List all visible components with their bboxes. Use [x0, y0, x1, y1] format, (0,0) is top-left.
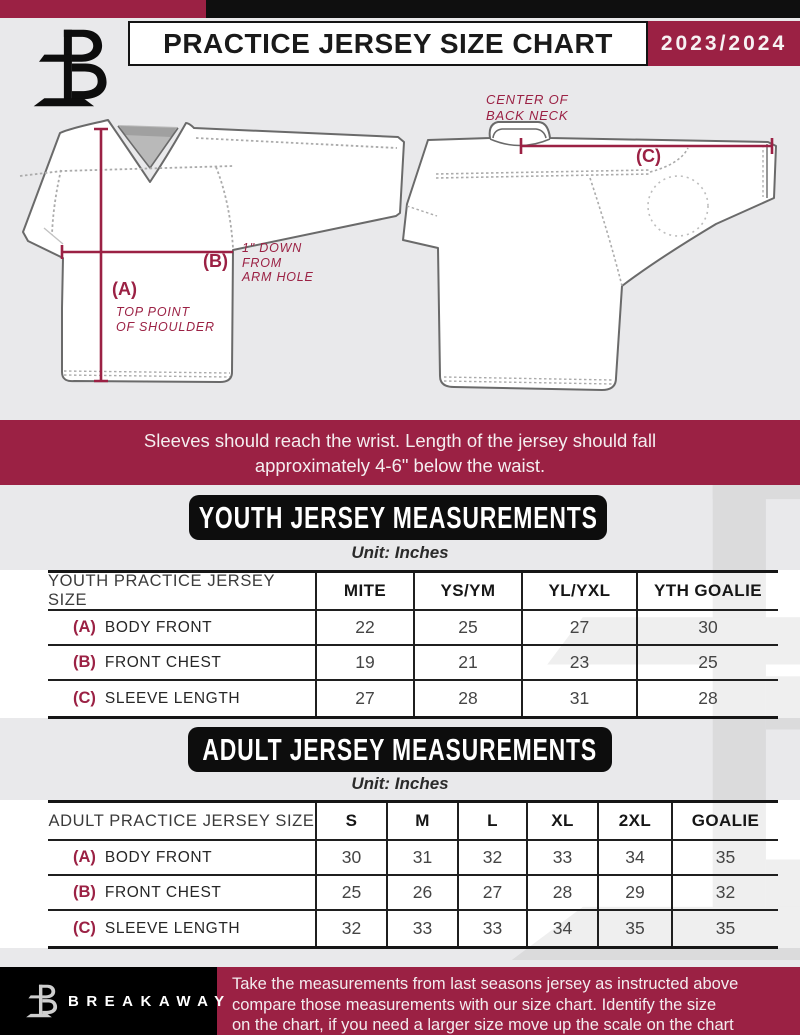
adult-col-header: XL — [526, 803, 597, 841]
youth-cell: 22 — [315, 611, 413, 646]
youth-row-label: (C) SLEEVE LENGTH — [73, 689, 241, 707]
adult-col-header: S — [315, 803, 386, 841]
season-badge — [648, 21, 800, 66]
footer-line-2: compare those measurements with our size chart. Identify the size — [232, 995, 717, 1014]
youth-col-header: YS/YM — [413, 573, 521, 611]
measure-b-marker: (B) — [203, 251, 228, 271]
adult-row-label: (A) BODY FRONT — [48, 841, 315, 876]
adult-cell: 34 — [526, 911, 597, 946]
back-jersey-diagram — [398, 88, 790, 400]
youth-unit-label: Unit: Inches — [351, 543, 449, 562]
adult-cell: 34 — [597, 841, 671, 876]
adult-cell: 33 — [386, 911, 457, 946]
youth-row-label: (B) FRONT CHEST — [48, 646, 315, 681]
footer-line-1: Take the measurements from last seasons jersey as instructed above — [232, 975, 739, 993]
breakaway-b-logo-icon — [28, 28, 114, 108]
adult-cell: 30 — [315, 841, 386, 876]
youth-cell: 25 — [636, 646, 778, 681]
adult-cell: 32 — [671, 876, 778, 911]
adult-cell: 35 — [671, 841, 778, 876]
bottom-strip-background — [0, 948, 800, 967]
adult-col-header: GOALIE — [671, 803, 778, 841]
youth-col-header: YL/YXL — [521, 573, 636, 611]
youth-cell: 23 — [521, 646, 636, 681]
youth-cell: 28 — [413, 681, 521, 716]
adult-size-table — [48, 800, 778, 949]
youth-cell: 30 — [636, 611, 778, 646]
adult-table-size-header: ADULT PRACTICE JERSEY SIZE — [48, 803, 315, 841]
footer-brand-name: BREAKAWAY — [68, 993, 232, 1010]
adult-section-title: ADULT JERSEY MEASUREMENTS — [202, 731, 598, 766]
measure-a-marker: (A) — [112, 279, 137, 299]
top-bar-maroon — [0, 0, 206, 18]
youth-cell: 28 — [636, 681, 778, 716]
adult-cell: 33 — [457, 911, 526, 946]
adult-row-label: (C) SLEEVE LENGTH — [73, 919, 241, 937]
youth-cell: 25 — [413, 611, 521, 646]
adult-unit-label: Unit: Inches — [351, 774, 449, 793]
youth-cell: 31 — [521, 681, 636, 716]
adult-cell: 27 — [457, 876, 526, 911]
youth-cell: 27 — [315, 681, 413, 716]
adult-row-label: (B) FRONT CHEST — [48, 876, 315, 911]
adult-cell: 33 — [526, 841, 597, 876]
fit-notice-banner — [0, 420, 800, 485]
youth-col-header: YTH GOALIE — [636, 573, 778, 611]
adult-cell: 35 — [597, 911, 671, 946]
youth-cell: 27 — [521, 611, 636, 646]
youth-cell: 21 — [413, 646, 521, 681]
adult-cell: 25 — [315, 876, 386, 911]
youth-size-table — [48, 570, 778, 719]
footer-line-3: on the chart, if you need a larger size move up the scale on the chart — [232, 1016, 734, 1034]
adult-cell: 29 — [597, 876, 671, 911]
adult-cell: 32 — [457, 841, 526, 876]
youth-col-header: MITE — [315, 573, 413, 611]
measure-c-description: CENTER OF BACK NECK — [486, 92, 569, 123]
measure-c-marker: (C) — [636, 146, 661, 166]
measure-a-description: TOP POINT OF SHOULDER — [116, 305, 215, 334]
youth-cell: 19 — [315, 646, 413, 681]
notice-line-2: approximately 4-6" below the waist. — [254, 454, 546, 476]
title-box — [128, 21, 648, 66]
adult-cell: 28 — [526, 876, 597, 911]
youth-row-label: (A) BODY FRONT — [48, 611, 315, 646]
youth-section-title: YOUTH JERSEY MEASUREMENTS — [198, 499, 598, 534]
measure-b-description: 1" DOWN FROM ARM HOLE — [242, 241, 314, 284]
top-bar-black — [206, 0, 800, 18]
adult-cell: 32 — [315, 911, 386, 946]
adult-cell: 26 — [386, 876, 457, 911]
adult-col-header: L — [457, 803, 526, 841]
adult-cell: 31 — [386, 841, 457, 876]
youth-section-title-banner — [189, 495, 607, 540]
adult-col-header: M — [386, 803, 457, 841]
adult-section-title-banner — [188, 727, 612, 772]
footer-instructions — [232, 974, 792, 1035]
youth-table-size-header: YOUTH PRACTICE JERSEY SIZE — [48, 573, 315, 611]
footer-b-logo-icon — [24, 984, 60, 1018]
page-title: PRACTICE JERSEY SIZE CHART — [163, 27, 613, 59]
season-label: 2023/2024 — [660, 31, 788, 55]
notice-line-1: Sleeves should reach the wrist. Length of the jersey should fall — [143, 429, 657, 451]
adult-cell: 35 — [671, 911, 778, 946]
adult-col-header: 2XL — [597, 803, 671, 841]
